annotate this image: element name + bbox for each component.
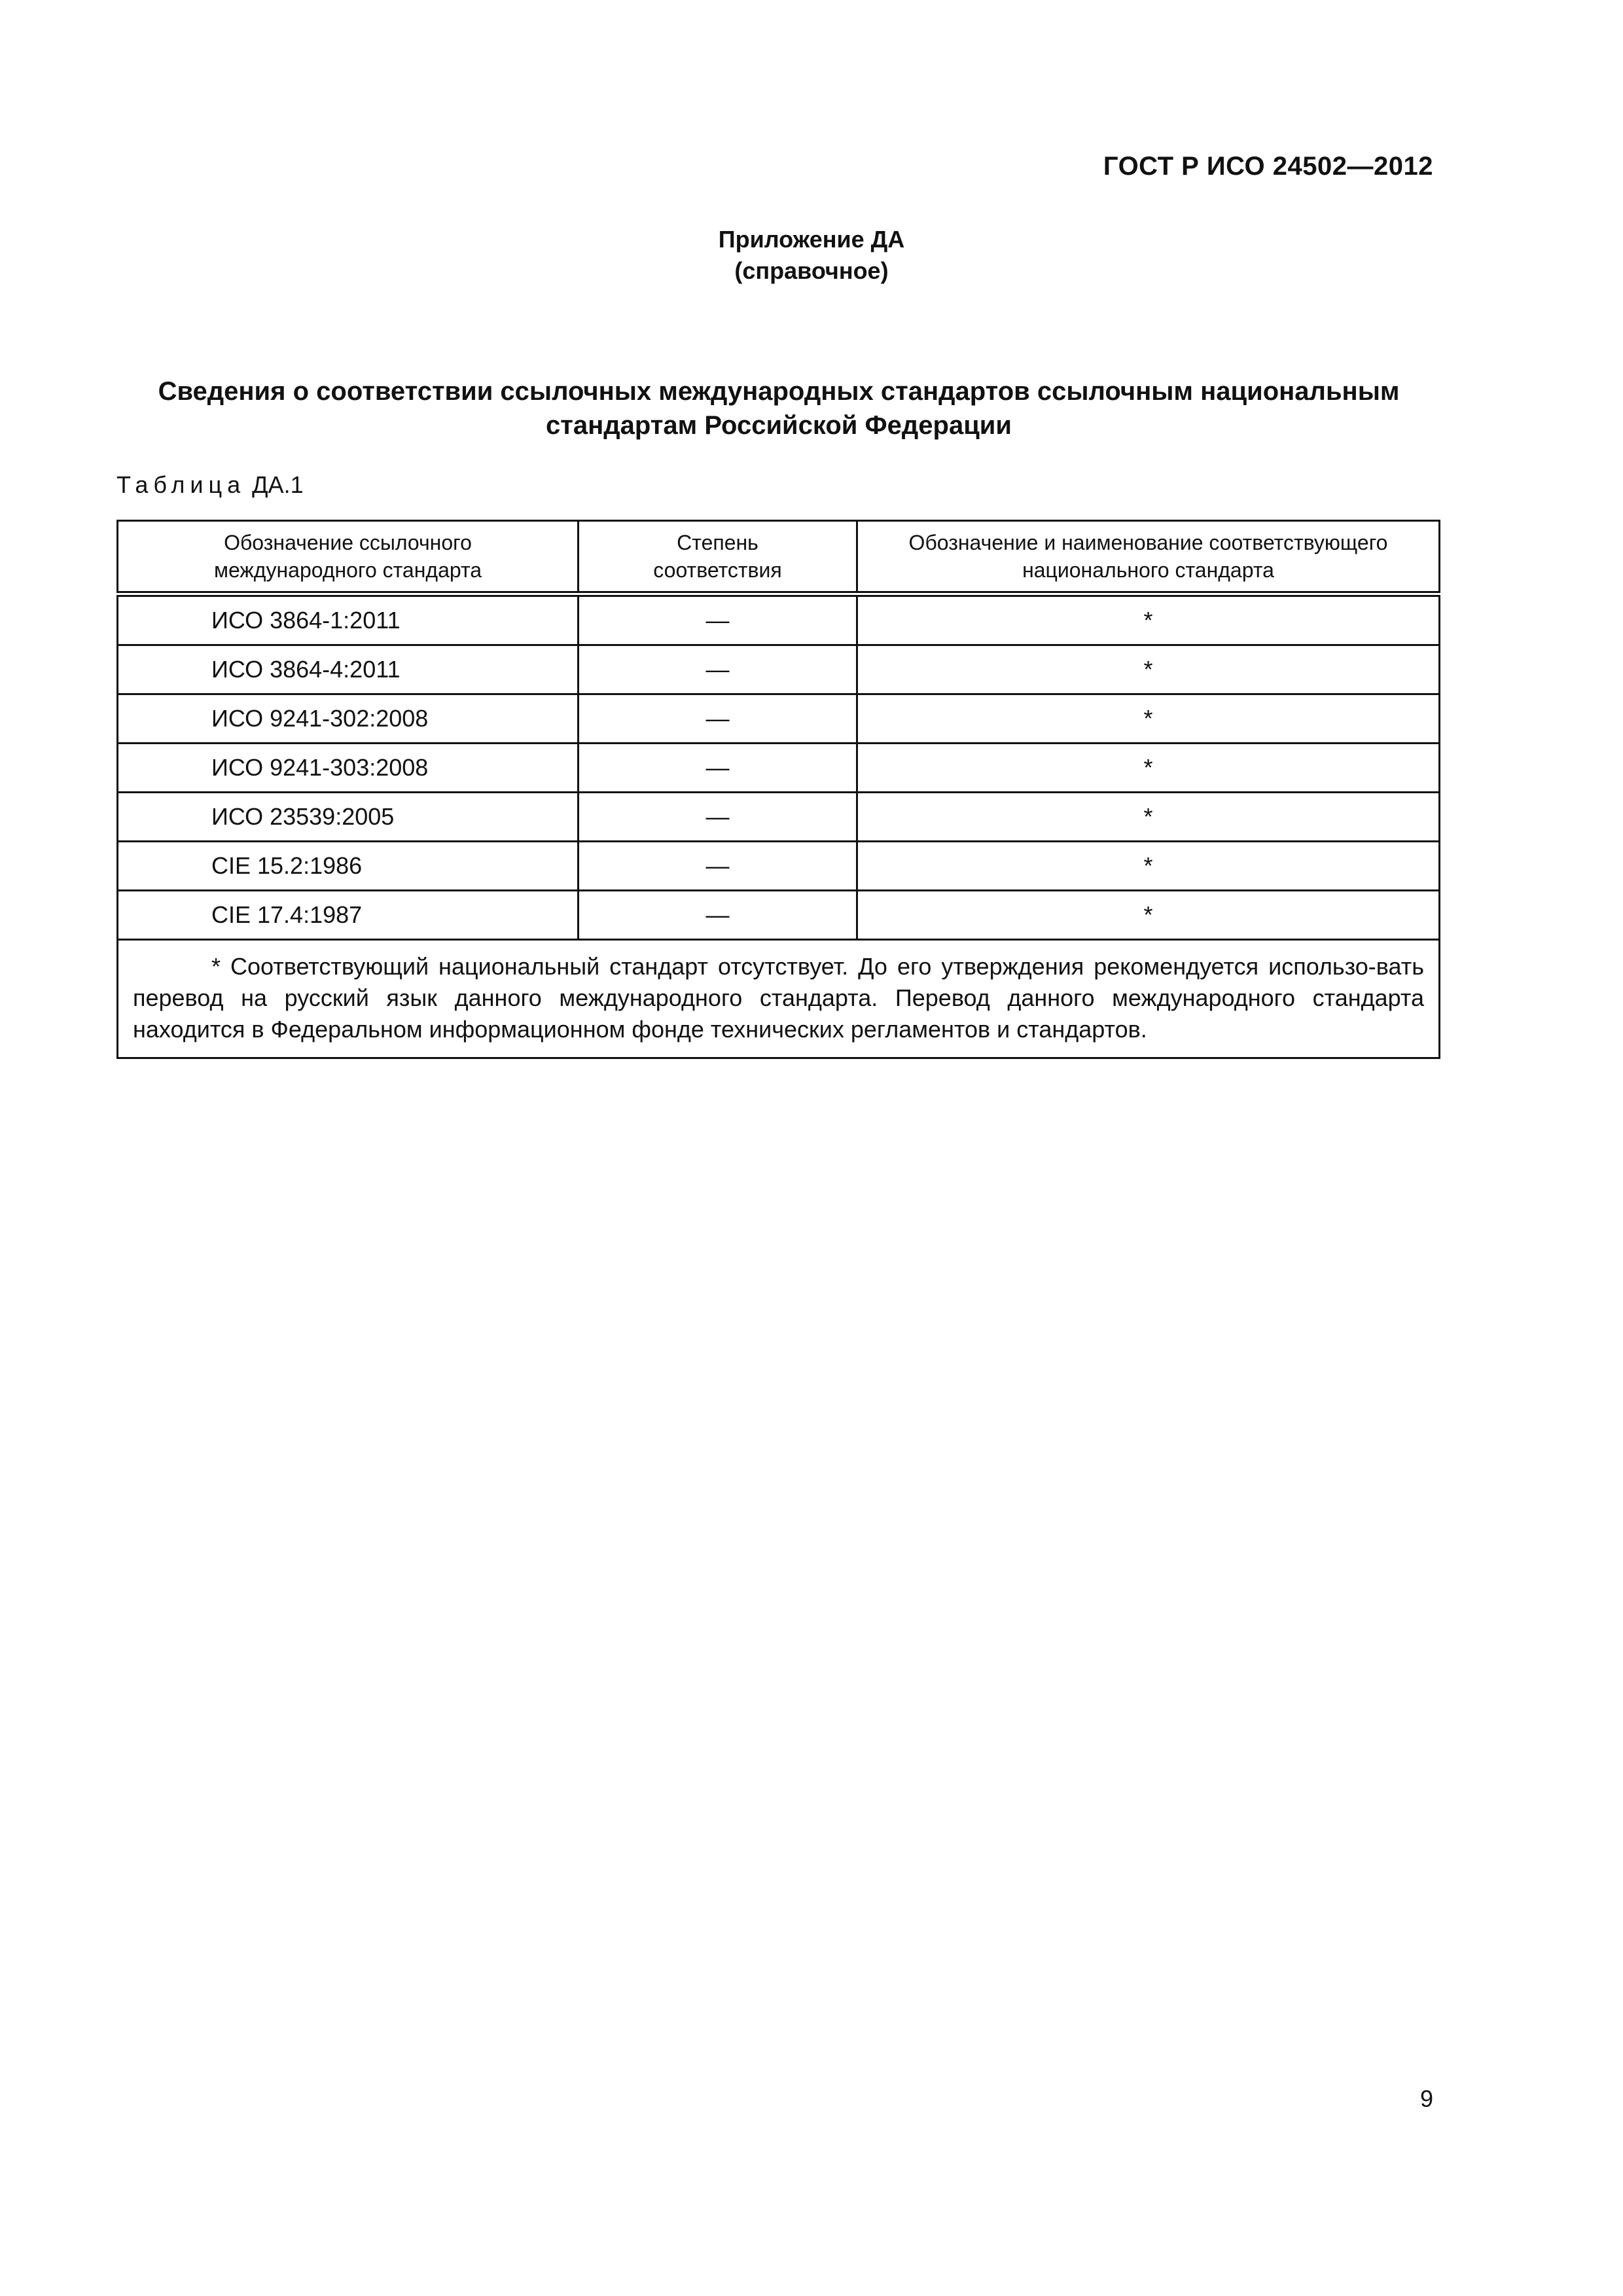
header-degree-of-correspondence: Степень соответствия [579, 521, 857, 594]
cell-national: * [857, 891, 1440, 940]
section-title-line2: стандартам Российской Федерации [546, 411, 1012, 440]
cell-degree: — [579, 793, 857, 842]
page-number: 9 [1419, 2085, 1433, 2112]
cell-degree: — [579, 744, 857, 793]
table-header-row [118, 521, 1440, 594]
table-row [118, 645, 1440, 694]
header-international-standard: Обозначение ссылочного международного стандарта [118, 521, 579, 594]
table-label [116, 471, 304, 499]
cell-degree: — [579, 694, 857, 744]
table-label-word: Таблица [116, 471, 246, 498]
table-row [118, 842, 1440, 891]
cell-standard: CIE 17.4:1987 [118, 891, 579, 940]
cell-national: * [857, 842, 1440, 891]
table-row [118, 744, 1440, 793]
cell-degree: — [579, 645, 857, 694]
cell-national: * [857, 744, 1440, 793]
table-row [118, 694, 1440, 744]
annex-status: (справочное) [734, 257, 889, 284]
cell-standard: CIE 15.2:1986 [118, 842, 579, 891]
cell-national: * [857, 594, 1440, 645]
table-footnote-row [118, 940, 1440, 1058]
table-footnote: * Соответствующий национальный стандарт отсутствует. До его утверждения рекомендуется использо-вать перевод на русский язык данного международного стандарта. Перевод данного международного стандарта находится в Федеральном информационном фонде технических регламентов и стандартов. [118, 940, 1440, 1058]
cell-standard: ИСО 9241-302:2008 [118, 694, 579, 744]
cell-national: * [857, 645, 1440, 694]
annex-heading [0, 224, 1623, 287]
section-title-line1: Сведения о соответствии ссылочных международных стандартов ссылочным национальным [158, 377, 1400, 406]
cell-standard: ИСО 3864-4:2011 [118, 645, 579, 694]
cell-degree: — [579, 891, 857, 940]
cell-standard: ИСО 3864-1:2011 [118, 594, 579, 645]
annex-name: Приложение ДА [718, 226, 905, 253]
cell-degree: — [579, 594, 857, 645]
section-title [118, 374, 1440, 442]
cell-national: * [857, 793, 1440, 842]
cell-standard: ИСО 9241-303:2008 [118, 744, 579, 793]
cell-national: * [857, 694, 1440, 744]
standard-code: ГОСТ Р ИСО 24502—2012 [1103, 152, 1433, 181]
table-row [118, 891, 1440, 940]
cell-degree: — [579, 842, 857, 891]
table-label-number: ДА.1 [252, 471, 304, 498]
table-row [118, 793, 1440, 842]
cell-standard: ИСО 23539:2005 [118, 793, 579, 842]
header-national-standard: Обозначение и наименование соответствующего национального стандарта [857, 521, 1440, 594]
table-row [118, 594, 1440, 645]
correspondence-table [116, 520, 1440, 1059]
